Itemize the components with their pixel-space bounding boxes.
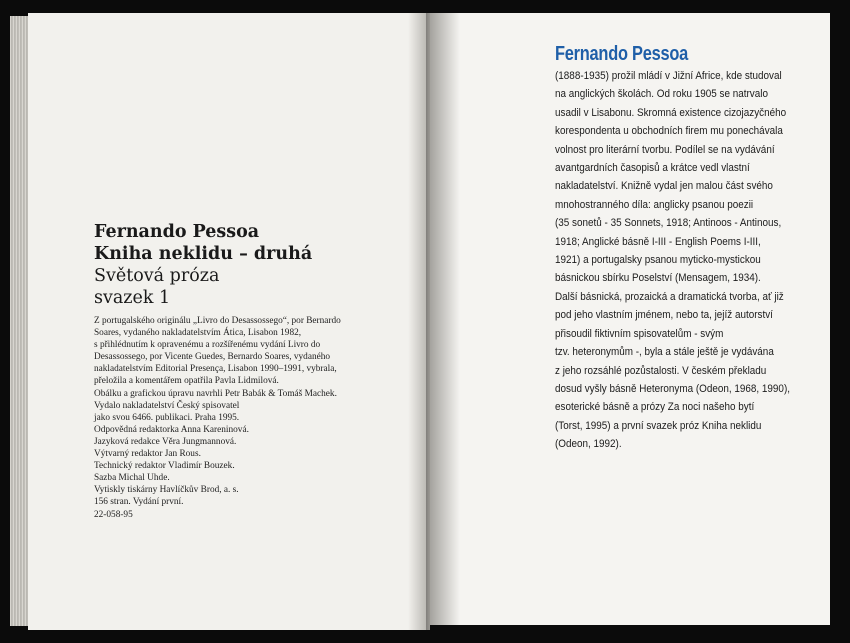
imprint-line: 156 stran. Vydání první. — [94, 497, 184, 508]
bio-heading: Fernando Pessoa — [555, 43, 689, 65]
bio-line: pod jeho vlastním jménem, nebo ta, jejíž autorství — [555, 309, 773, 322]
bio-line: 1921) a portugalsky psanou myticko-mystickou — [555, 254, 761, 267]
bio-line: básnickou sbírku Poselství (Mensagem, 1934). — [555, 272, 761, 285]
bio-line: z jeho rozsáhlé pozůstalosti. V českém překladu — [555, 364, 767, 377]
imprint-line: Jazyková redakce Věra Jungmannová. — [94, 436, 237, 447]
imprint-line: jako svou 6466. publikaci. Praha 1995. — [94, 412, 240, 423]
bio-line: korespondenta u obchodních firem mu ponechávala — [555, 125, 783, 138]
page-edges — [10, 16, 30, 626]
imprint-line: nakladatelstvím Editorial Presença, Lisabon 1990–1991, vybrala, — [94, 364, 337, 375]
imprint-line: Odpovědná redaktorka Anna Kareninová. — [94, 424, 249, 435]
bio-line: mnohostranného díla: anglicky psanou poezii — [555, 198, 754, 211]
gutter-shadow-right — [430, 13, 460, 625]
bio-line: (35 sonetů - 35 Sonnets, 1918; Antinoos - Antinous, — [555, 217, 782, 230]
imprint-line: Obálku a grafickou úpravu navrhli Petr Babák & Tomáš Machek. — [94, 388, 337, 399]
imprint-line: Výtvarný redaktor Jan Rous. — [94, 449, 201, 460]
bio-line: usadil v Lisabonu. Skromná existence cizojazyčného — [555, 106, 787, 119]
bio-line: esoterické básně a prózy Za noci našeho bytí — [555, 401, 755, 414]
bio-line: volnost pro literární tvorbu. Podílel se na vydávání — [555, 143, 775, 156]
bio-line: přisoudil fiktivním spisovatelům - svým — [555, 327, 724, 340]
bio-line: (Odeon, 1992). — [555, 438, 622, 451]
series-name: Světová próza — [94, 266, 220, 286]
author-name: Fernando Pessoa — [94, 222, 260, 242]
bio-line: Další básnická, prozaická a dramatická tvorba, ať již — [555, 290, 784, 303]
imprint-line: Technický redaktor Vladimír Bouzek. — [94, 461, 235, 472]
imprint-line: Sazba Michal Uhde. — [94, 473, 170, 484]
bio-line: dosud vyšly básně Heteronyma (Odeon, 1968, 1990), — [555, 382, 790, 395]
bio-line: tzv. heteronymům -, byla a stále ještě je vydávána — [555, 346, 774, 359]
bio-line: 1918; Anglické básně I-III - English Poems I-III, — [555, 235, 761, 248]
bio-line: (Torst, 1995) a první svazek próz Kniha neklidu — [555, 419, 762, 432]
bio-line: (1888-1935) prožil mládí v Jižní Africe, kde studoval — [555, 70, 782, 82]
imprint-line: přeložila a komentářem opatřila Pavla Lidmilová. — [94, 376, 279, 387]
author-bio — [555, 67, 815, 454]
gutter-shadow-left — [408, 13, 430, 630]
imprint-line: Desassossego, por Vicente Guedes, Bernardo Soares, vydaného — [94, 352, 331, 363]
imprint-text — [94, 315, 394, 521]
imprint-line: Vytiskly tiskárny Havlíčkův Brod, a. s. — [94, 485, 239, 496]
imprint-line: s přihlédnutím k opravenému a rozšířenému vydání Livro do — [94, 340, 321, 351]
imprint-line: Soares, vydaného nakladatelstvím Ática, Lisabon 1982, — [94, 328, 302, 339]
imprint-line: 22-058-95 — [94, 509, 133, 520]
imprint-line: Vydalo nakladatelství Český spisovatel — [94, 400, 240, 411]
imprint-line: Z portugalského originálu „Livro do Desassossego“, por Bernardo — [94, 316, 341, 326]
title-block — [94, 221, 394, 309]
book-title: Kniha neklidu – druhá — [94, 244, 313, 264]
bio-line: nakladatelství. Knižně vydal jen malou část svého — [555, 180, 773, 193]
bio-line: avantgardních časopisů a krátce vedl vlastní — [555, 162, 750, 175]
bio-line: na anglických školách. Od roku 1905 se natrvalo — [555, 88, 768, 101]
series-volume: svazek 1 — [94, 288, 171, 308]
